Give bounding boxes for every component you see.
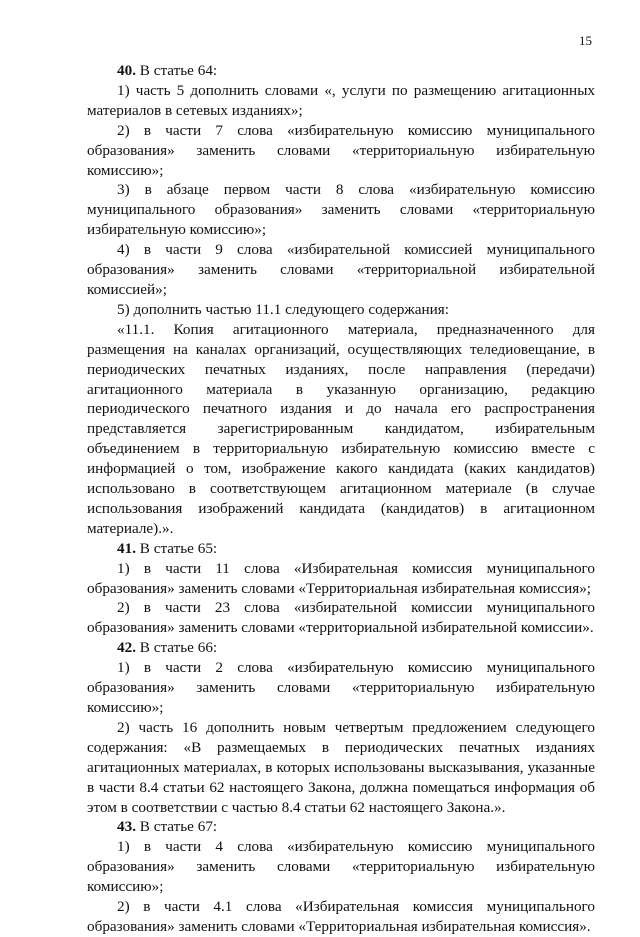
article-item: 5) дополнить частью 11.1 следующего содержания:: [117, 300, 449, 318]
article-item: 1) в части 4 слова «избирательную комиссию муниципального образования» заменить словами «территориальную избирательную комиссию»;: [87, 838, 595, 896]
article-item: 2) часть 16 дополнить новым четвертым предложением следующего содержания: «В размещаемых в периодических печатных изданиях агитационных материалах, в которых использованы высказывания, указанные в части 8.4 статьи 62 настоящего Закона, должна помещаться информация об этом в соответствии с частью 8.4 статьи 62 настоящего Закона.».: [87, 718, 595, 816]
article-item: 3) в абзаце первом части 8 слова «избирательную комиссию муниципального образования» заменить словами «территориальную избирательную комиссию»;: [87, 181, 595, 239]
article-item: 2) в части 7 слова «избирательную комиссию муниципального образования» заменить словами «территориальную избирательную комиссию»;: [87, 121, 595, 179]
article-item: 4) в части 9 слова «избирательной комиссией муниципального образования» заменить словами «территориальной избирательной комиссией»;: [87, 241, 595, 298]
article-heading: [57, 61, 595, 81]
article-item: 2) в части 23 слова «избирательной комиссии муниципального образования» заменить словами «территориальной избирательной комиссии».: [87, 599, 595, 637]
article-item: «11.1. Копия агитационного материала, предназначенного для размещения на каналах организаций, осуществляющих теледиовещание, в периодических печатных изданиях, после направления (передачи) агитационного материала в указанную организацию, редакцию периодического печатного издания и до начала его распространения представляется зарегистрированным кандидатом, избирательным объединением в территориальную избирательную комиссию вместе с информацией о том, изображение какого кандидата (каких кандидатов) использовано в соответствующем агитационном материале (в случае использования изображений кандидата (кандидатов) в агитационном материале).».: [87, 320, 595, 537]
article-number: 40.: [117, 62, 136, 79]
article-heading: [57, 539, 595, 559]
article-item: 1) часть 5 дополнить словами «, услуги по размещению агитационных материалов в сетевых изданиях»;: [87, 81, 595, 119]
article-number: 43.: [117, 818, 136, 836]
article-heading-text: В статье 65:: [135, 539, 218, 557]
article-heading: [57, 638, 595, 658]
article-heading-text: В статье 64:: [135, 62, 218, 79]
article-number: 41.: [117, 539, 136, 557]
article-number: 42.: [117, 639, 136, 657]
article-heading-text: В статье 67:: [135, 818, 218, 836]
article-heading: [57, 817, 595, 837]
article-item: 1) в части 11 слова «Избирательная комиссия муниципального образования» заменить словами «Территориальная избирательная комиссия»;: [87, 559, 595, 597]
article-heading-text: В статье 66:: [135, 639, 218, 657]
article-item: 2) в части 4.1 слова «Избирательная комиссия муниципального образования» заменить словами «Территориальная избирательная комиссия».: [87, 898, 595, 935]
page-number: 15: [579, 33, 592, 48]
article-item: 1) в части 2 слова «избирательную комиссию муниципального образования» заменить словами «территориальную избирательную комиссию»;: [87, 659, 595, 716]
document-body: [87, 61, 595, 937]
